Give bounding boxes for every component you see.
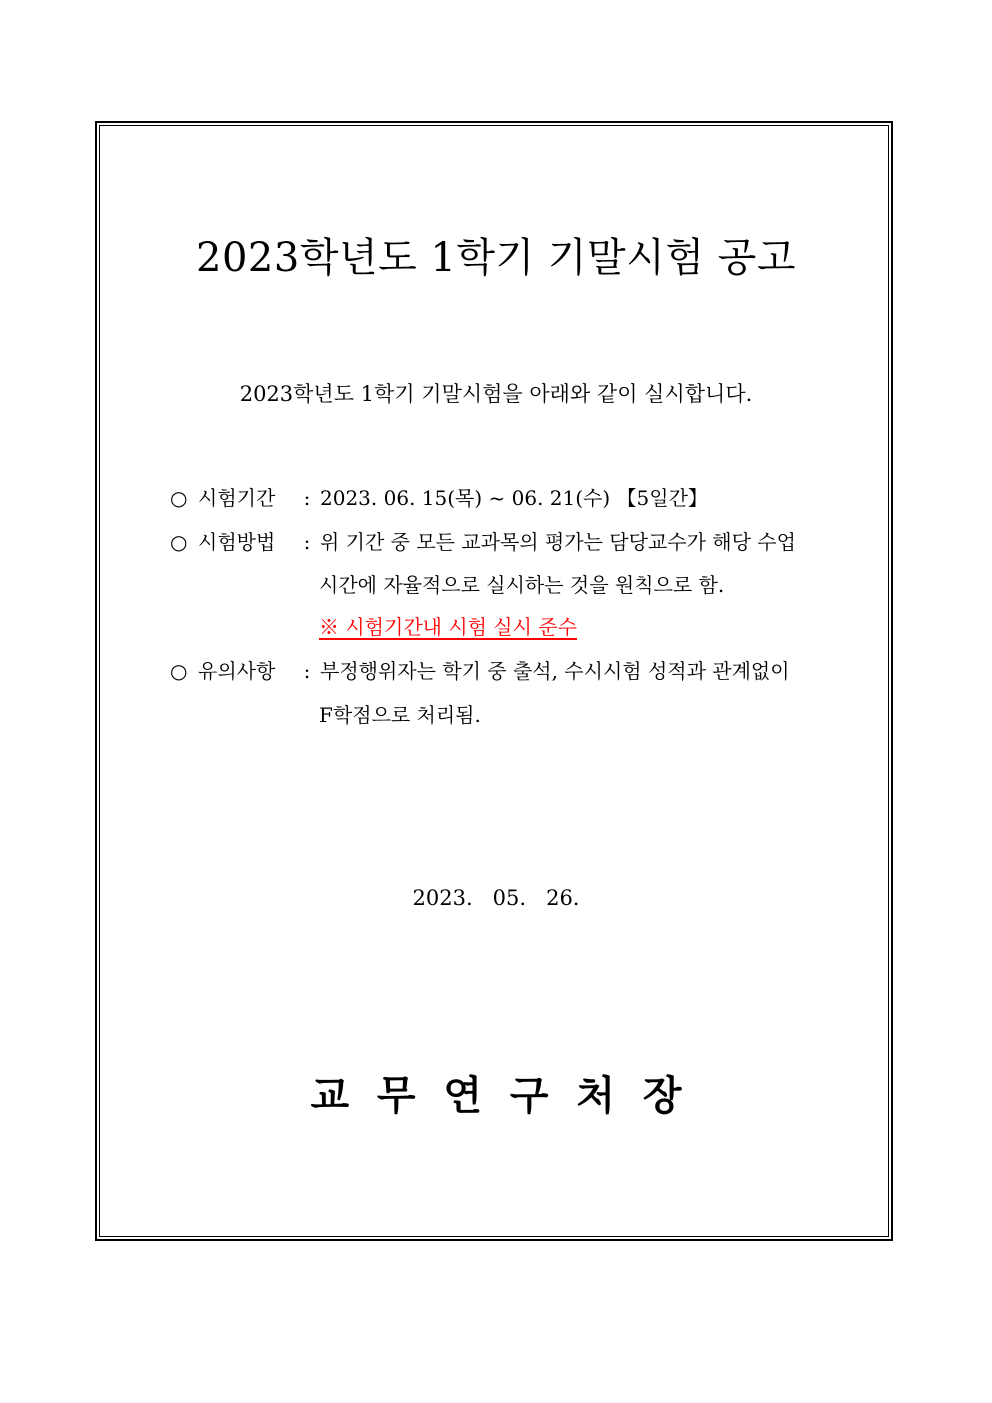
item-precautions <box>170 655 790 687</box>
notice-date: 2023. 05. 26. <box>412 886 580 910</box>
item-label: 시험기간 <box>198 486 276 510</box>
circle-bullet-icon: ○ <box>170 659 188 683</box>
circle-bullet-icon: ○ <box>170 530 188 554</box>
issuing-office: 교 무 연 구 처 장 <box>310 1072 682 1119</box>
item-colon: : <box>303 530 311 554</box>
item-label: 시험방법 <box>198 530 276 554</box>
item-exam-method-continued: 시간에 자율적으로 실시하는 것을 원칙으로 함. <box>319 573 725 597</box>
item-colon: : <box>303 486 311 510</box>
item-exam-period <box>170 482 708 514</box>
item-label: 유의사항 <box>198 659 276 683</box>
exam-method-note: ※ 시험기간내 시험 실시 준수 <box>319 615 577 639</box>
item-colon: : <box>303 659 311 683</box>
item-precautions-continued: F학점으로 처리됨. <box>319 703 481 727</box>
notice-intro: 2023학년도 1학기 기말시험을 아래와 같이 실시합니다. <box>239 382 753 406</box>
item-text: 2023. 06. 15(목) ~ 06. 21(수) 【5일간】 <box>320 486 708 510</box>
item-text: 부정행위자는 학기 중 출석, 수시시험 성적과 관계없이 <box>320 659 790 683</box>
notice-title: 2023학년도 1학기 기말시험 공고 <box>196 235 796 281</box>
item-exam-method <box>170 526 796 558</box>
circle-bullet-icon: ○ <box>170 486 188 510</box>
item-text: 위 기간 중 모든 교과목의 평가는 담당교수가 해당 수업 <box>320 530 796 554</box>
